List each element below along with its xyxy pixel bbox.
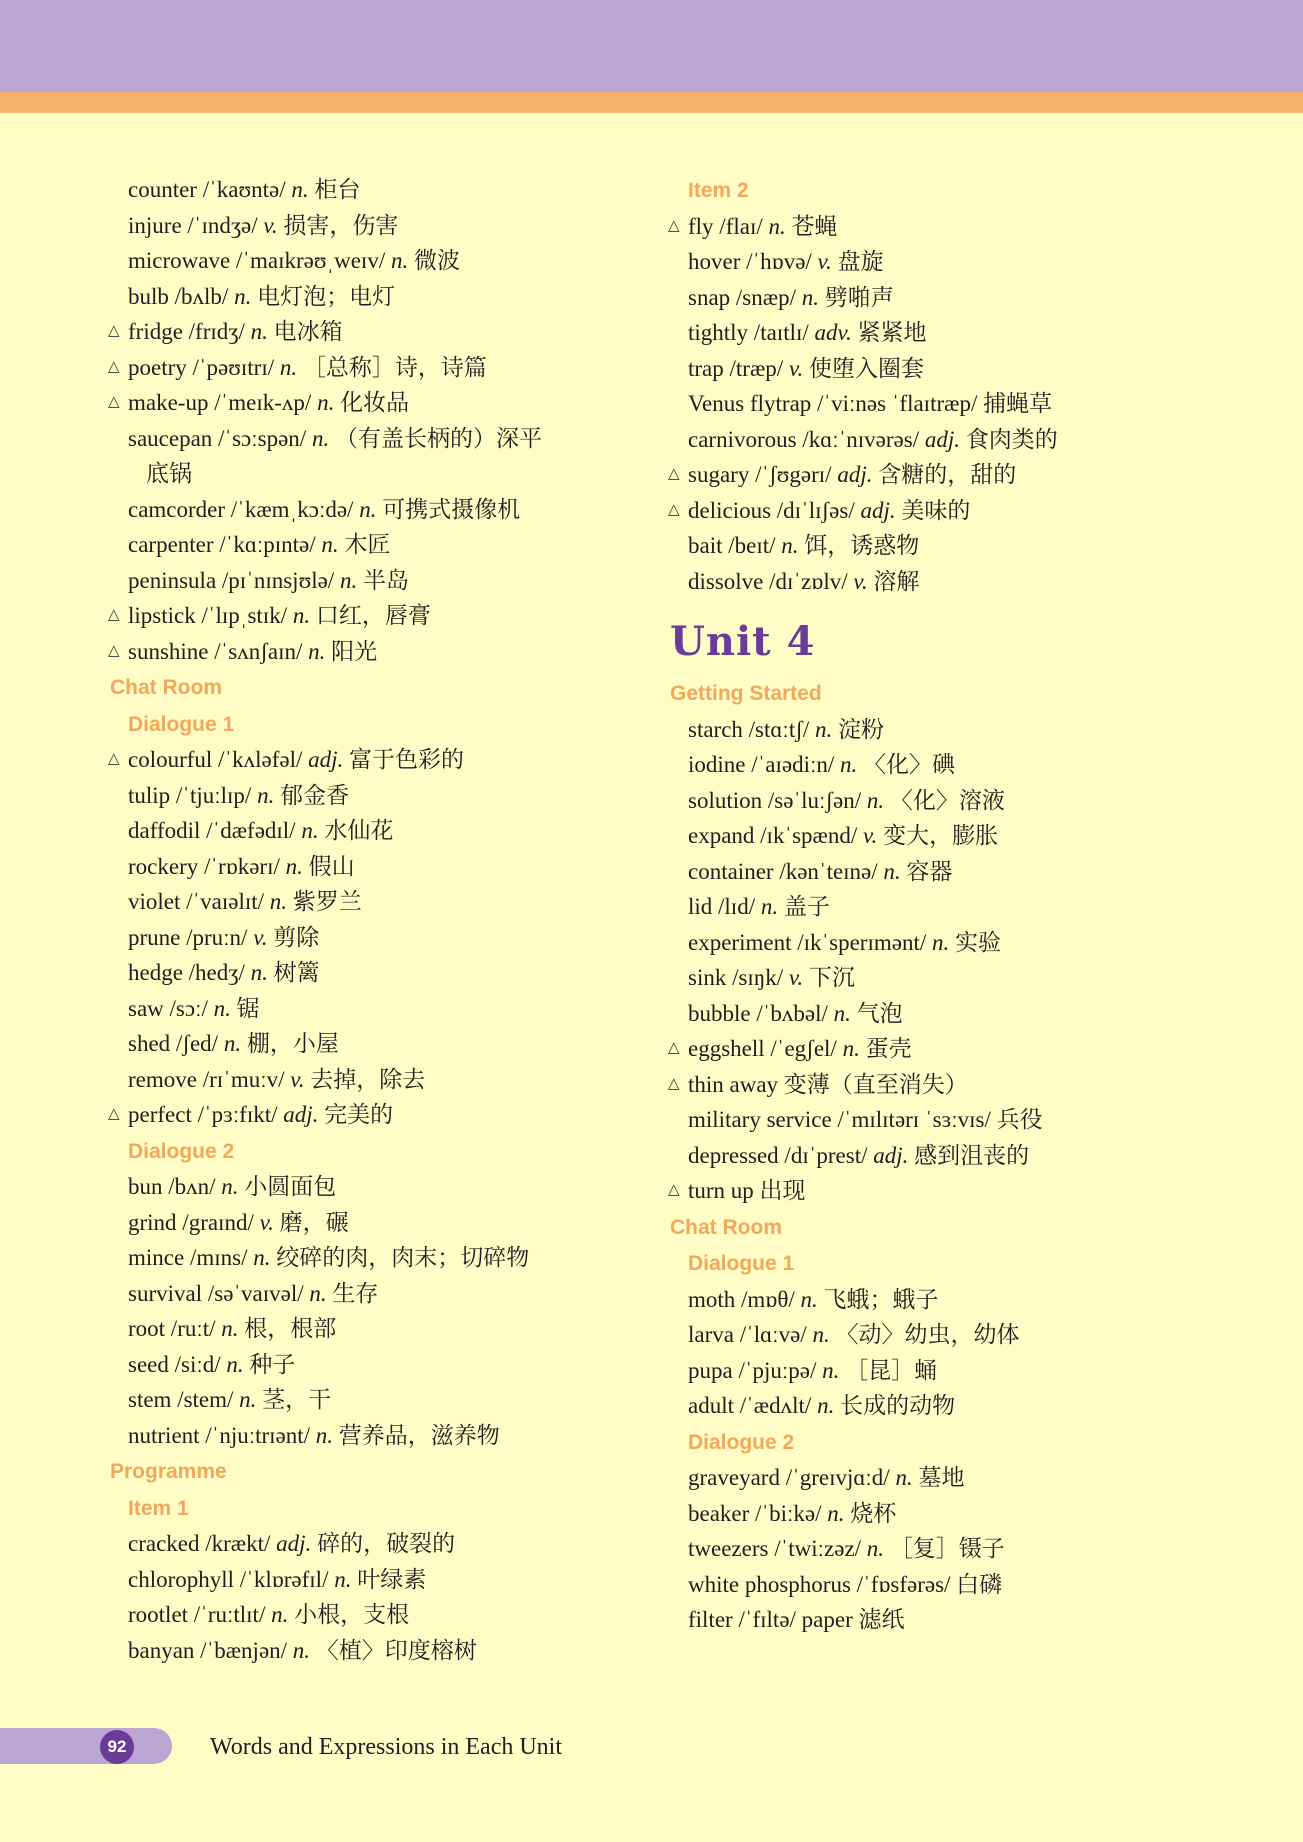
heading-text: Dialogue 2 [688,1430,795,1454]
entry-text: camcorder /ˈkæmˌkɔːdə/ n. 可携式摄像机 [128,496,521,522]
glossary-entry [688,422,1208,458]
entry-text: larva /ˈlɑːvə/ n. 〈动〉幼虫，幼体 [688,1322,1020,1347]
entry-text: moth /mɒθ/ n. 飞蛾；蛾子 [688,1286,939,1312]
glossary-entry [688,1531,1208,1567]
glossary-entry [688,960,1208,996]
glossary-entry [128,1382,648,1418]
glossary-entry [668,209,1208,245]
glossary-entry [688,564,1208,600]
entry-text: saucepan /ˈsɔːspən/ n. （有盖长柄的）深平 [128,425,542,451]
glossary-entry [108,742,648,778]
triangle-marker-icon: △ [108,642,120,659]
triangle-marker-icon: △ [668,1182,680,1198]
glossary-entry [108,1097,648,1133]
entry-text: violet /ˈvaɪəlɪt/ n. 紫罗兰 [128,889,362,914]
glossary-entry [688,244,1208,280]
entry-text: dissolve /dɪˈzɒlv/ v. 溶解 [688,568,920,594]
entry-text: experiment /ɪkˈsperɪmənt/ n. 实验 [688,929,1001,955]
entry-text: container /kənˈteɪnə/ n. 容器 [688,858,953,884]
entry-text: military service /ˈmɪlɪtərɪ ˈsɜːvɪs/ 兵役 [688,1107,1043,1132]
triangle-marker-icon: △ [668,501,680,518]
glossary-entry [108,598,648,634]
glossary-entry [128,849,648,885]
glossary-entry [668,1067,1208,1103]
glossary-entry [688,1353,1208,1389]
glossary-entry [688,1102,1208,1138]
glossary-entry [688,1460,1208,1496]
entry-text: fly /flaɪ/ n. 苍蝇 [688,213,838,239]
entry-text: iodine /ˈaɪədiːn/ n. 〈化〉碘 [688,752,956,777]
entry-text: tightly /taɪtlɪ/ adv. 紧紧地 [688,320,927,345]
entry-text: stem /stem/ n. 茎，干 [128,1387,332,1412]
entry-text: beaker /ˈbiːkə/ n. 烧杯 [688,1500,897,1526]
entry-text: graveyard /ˈgreɪvjɑːd/ n. 墓地 [688,1465,965,1490]
entry-text: lipstick /ˈlɪpˌstɪk/ n. 口红，唇膏 [128,603,431,628]
glossary-entry [688,747,1208,783]
glossary-entry [128,208,648,244]
glossary-entry [688,1567,1208,1603]
heading-text: Getting Started [670,682,822,705]
entry-text: saw /sɔː/ n. 锯 [128,995,260,1021]
triangle-marker-icon: △ [108,751,120,767]
glossary-entry [128,1240,648,1276]
entry-text: remove /rɪˈmuːv/ v. 去掉，除去 [128,1066,426,1092]
entry-text: rootlet /ˈruːtlɪt/ n. 小根，支根 [128,1602,410,1627]
footer-title: Words and Expressions in Each Unit [210,1734,563,1760]
entry-text: sink /sɪŋk/ v. 下沉 [688,965,855,990]
triangle-marker-icon: △ [108,358,120,375]
left-column [108,172,648,1668]
section-heading [110,669,648,706]
entry-text: cracked /krækt/ adj. 碎的，破裂的 [128,1531,456,1556]
entry-text: injure /ˈɪndʒə/ v. 损害，伤害 [128,212,399,238]
glossary-entry [668,1031,1208,1067]
subsection-heading [688,1424,1208,1461]
entry-text: white phosphorus /ˈfɒsfərəs/ 白磷 [688,1571,1003,1597]
heading-text: Item 1 [128,1496,189,1520]
entry-text: poetry /ˈpəʊɪtrɪ/ n. ［总称］诗，诗篇 [128,354,487,380]
entry-text: perfect /ˈpɜːfɪkt/ adj. 完美的 [128,1102,394,1127]
glossary-entry [128,920,648,956]
glossary-entry [128,243,648,279]
glossary-entry [128,1311,648,1347]
subsection-heading [688,1245,1208,1282]
heading-text: Dialogue 1 [688,1252,795,1275]
entry-text: seed /siːd/ n. 种子 [128,1351,296,1377]
entry-text: bubble /ˈbʌbəl/ n. 气泡 [688,1000,903,1026]
footer-pill [0,1728,172,1764]
heading-text: Chat Room [670,1215,782,1239]
subsection-heading [128,1133,648,1170]
glossary-entry [688,854,1208,890]
entry-text: eggshell /ˈegʃel/ n. 蛋壳 [688,1036,912,1061]
glossary-entry [128,1633,648,1669]
entry-text: counter /ˈkaʊntə/ n. 柜台 [128,177,361,202]
entry-text: adult /ˈædʌlt/ n. 长成的动物 [688,1393,956,1418]
entry-text: shed /ʃed/ n. 棚，小屋 [128,1031,339,1056]
entry-text: 底锅 [146,461,192,486]
entry-text: sugary /ˈʃʊgərɪ/ adj. 含糖的，甜的 [688,462,1017,487]
entry-text: starch /stɑːtʃ/ n. 淀粉 [688,716,885,742]
entry-text: Venus flytrap /ˈviːnəs ˈflaɪtræp/ 捕蝇草 [688,391,1053,416]
subsection-heading [128,706,648,743]
entry-text: bulb /bʌlb/ n. 电灯泡；电灯 [128,283,396,309]
glossary-entry [668,1173,1208,1209]
header-stripe [0,92,1303,113]
glossary-entry [688,1602,1208,1638]
glossary-entry [688,996,1208,1032]
glossary-entry [128,1169,648,1205]
triangle-marker-icon: △ [108,394,120,410]
entry-text: colourful /ˈkʌləfəl/ adj. 富于色彩的 [128,747,464,772]
glossary-entry [688,280,1208,316]
glossary-entry [668,493,1208,529]
glossary-entry [128,1597,648,1633]
glossary-entry [688,925,1208,961]
triangle-marker-icon: △ [108,1106,120,1122]
heading-text: Chat Room [110,676,222,699]
entry-text: prune /pruːn/ v. 剪除 [128,924,320,950]
glossary-entry [128,884,648,920]
entry-text: rockery /ˈrɒkərɪ/ n. 假山 [128,853,355,879]
glossary-entry [108,634,648,670]
glossary-entry [128,279,648,315]
glossary-entry [688,1496,1208,1532]
page-number: 92 [100,1730,134,1764]
entry-text: survival /səˈvaɪvəl/ n. 生存 [128,1280,379,1306]
glossary-entry [108,350,648,386]
glossary-entry [128,172,648,208]
triangle-marker-icon: △ [668,1040,680,1056]
glossary-entry [128,1276,648,1312]
entry-text: carnivorous /kɑːˈnɪvərəs/ adj. 食肉类的 [688,426,1058,452]
entry-text: banyan /ˈbænjən/ n. 〈植〉印度榕树 [128,1637,477,1663]
section-heading [110,1453,648,1490]
entry-text: mince /mɪns/ n. 绞碎的肉，肉末；切碎物 [128,1245,530,1270]
glossary-entry [128,563,648,599]
entry-text: thin away 变薄（直至消失） [688,1071,968,1097]
glossary-entry [108,314,648,350]
glossary-entry [128,813,648,849]
glossary-entry [128,1347,648,1383]
glossary-entry [688,351,1208,387]
entry-text: chlorophyll /ˈklɒrəfɪl/ n. 叶绿素 [128,1566,427,1592]
entry-text: tweezers /ˈtwiːzəz/ n. ［复］镊子 [688,1536,1005,1561]
entry-text: grind /graɪnd/ v. 磨，碾 [128,1209,349,1235]
triangle-marker-icon: △ [668,217,680,234]
glossary-entry [128,1062,648,1098]
subsection-heading [128,1490,648,1527]
triangle-marker-icon: △ [668,1075,680,1092]
glossary-entry [688,1388,1208,1424]
triangle-marker-icon: △ [668,466,680,482]
glossary-entry [108,385,648,421]
heading-text: Programme [110,1460,227,1483]
glossary-entry [128,778,648,814]
entry-text: root /ruːt/ n. 根，根部 [128,1316,337,1341]
glossary-entry [128,1026,648,1062]
entry-text: hedge /hedʒ/ n. 树篱 [128,960,320,985]
header-band [0,0,1303,92]
heading-text: Dialogue 2 [128,1139,235,1163]
glossary-entry [128,991,648,1027]
glossary-entry [688,528,1208,564]
glossary-entry-continuation [128,456,648,492]
entry-text: trap /træp/ v. 使堕入圈套 [688,355,924,381]
glossary-entry [688,783,1208,819]
triangle-marker-icon: △ [108,323,120,339]
entry-text: snap /snæp/ n. 劈啪声 [688,284,894,310]
triangle-marker-icon: △ [108,607,120,623]
subsection-heading [688,172,1208,209]
glossary-entry [128,492,648,528]
section-heading [670,1209,1208,1246]
glossary-entry [128,421,648,457]
glossary-entry [688,1138,1208,1174]
entry-text: fridge /frɪdʒ/ n. 电冰箱 [128,319,343,344]
right-column [668,172,1208,1638]
entry-text: turn up 出现 [688,1178,806,1203]
entry-text: bun /bʌn/ n. 小圆面包 [128,1174,337,1199]
entry-text: expand /ɪkˈspænd/ v. 变大，膨胀 [688,823,999,848]
heading-text: Dialogue 1 [128,712,235,736]
glossary-entry [128,955,648,991]
entry-text: nutrient /ˈnjuːtrɪənt/ n. 营养品，滋养物 [128,1422,500,1448]
unit-title: Unit 4 [670,618,816,665]
entry-text: pupa /ˈpjuːpə/ n. ［昆］蛹 [688,1357,938,1383]
glossary-entry [688,889,1208,925]
entry-text: depressed /dɪˈprest/ adj. 感到沮丧的 [688,1142,1030,1168]
entry-text: filter /ˈfɪltə/ paper 滤纸 [688,1607,905,1632]
entry-text: tulip /ˈtjuːlɪp/ n. 郁金香 [128,782,350,808]
entry-text: bait /beɪt/ n. 饵，诱惑物 [688,533,920,558]
entry-text: microwave /ˈmaɪkrəʊˌweɪv/ n. 微波 [128,248,460,273]
glossary-entry [688,1317,1208,1353]
glossary-entry [128,1526,648,1562]
entry-text: carpenter /ˈkɑːpɪntə/ n. 木匠 [128,532,391,557]
entry-text: sunshine /ˈsʌnʃaɪn/ n. 阳光 [128,638,378,664]
entry-text: solution /səˈluːʃən/ n. 〈化〉溶液 [688,787,1005,813]
glossary-entry [128,527,648,563]
glossary-entry [688,386,1208,422]
glossary-entry [688,712,1208,748]
glossary-entry [688,818,1208,854]
glossary-entry [688,315,1208,351]
entry-text: lid /lɪd/ n. 盖子 [688,894,830,919]
glossary-entry [128,1205,648,1241]
entry-text: daffodil /ˈdæfədɪl/ n. 水仙花 [128,818,394,843]
heading-text: Item 2 [688,179,749,202]
glossary-entry [688,1282,1208,1318]
entry-text: peninsula /pɪˈnɪnsjʊlə/ n. 半岛 [128,567,409,593]
glossary-entry [668,457,1208,493]
section-heading [670,675,1208,712]
glossary-entry [128,1418,648,1454]
entry-text: hover /ˈhɒvə/ v. 盘旋 [688,249,884,274]
entry-text: delicious /dɪˈlɪʃəs/ adj. 美味的 [688,497,971,523]
entry-text: make-up /ˈmeɪk-ʌp/ n. 化妆品 [128,390,410,415]
glossary-entry [128,1562,648,1598]
